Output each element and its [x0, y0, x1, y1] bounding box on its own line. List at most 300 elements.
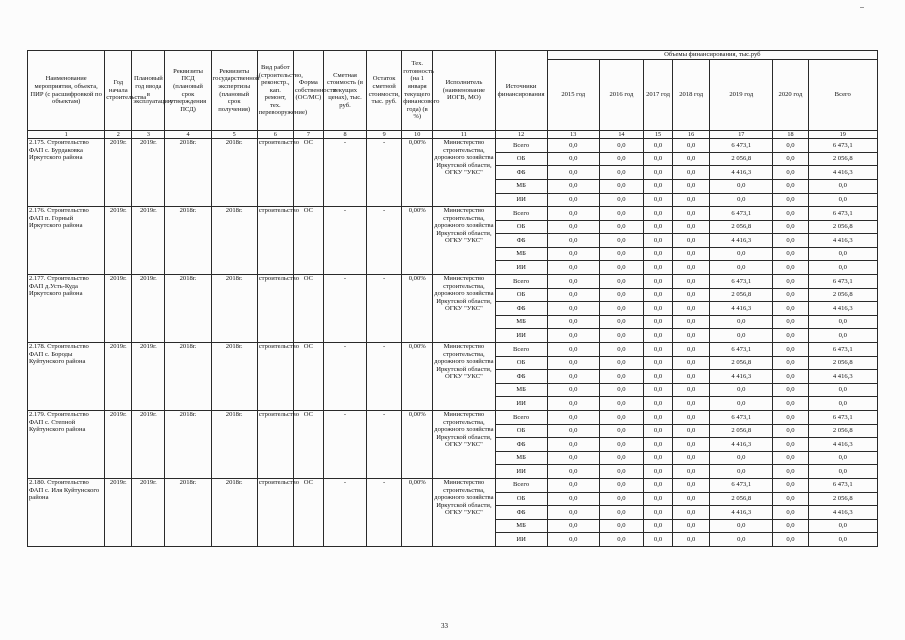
funding-value: 0,0	[673, 166, 710, 180]
commission-year: 2019г.	[132, 207, 165, 275]
funding-value: 0,0	[773, 383, 808, 397]
funding-value: 6 473,1	[808, 275, 877, 289]
funding-value: 0,0	[599, 465, 643, 479]
funding-value: 0,0	[710, 329, 773, 343]
psd-year: 2018г.	[165, 207, 211, 275]
funding-source: ФБ	[495, 506, 547, 520]
remaining-cost: -	[367, 478, 402, 546]
table-row	[28, 411, 878, 425]
funding-value: 6 473,1	[710, 478, 773, 492]
column-number: 14	[599, 131, 643, 139]
expertise-year: 2018г.	[211, 411, 257, 479]
funding-value: 0,0	[673, 329, 710, 343]
funding-value: 0,0	[673, 506, 710, 520]
funding-value: 0,0	[643, 383, 672, 397]
header-cost: Сметная стоимость (в текущих ценах), тыс. руб.	[323, 51, 366, 131]
funding-value: 0,0	[673, 139, 710, 153]
column-number: 9	[367, 131, 402, 139]
remaining-cost: -	[367, 275, 402, 343]
table-row	[28, 478, 878, 492]
funding-value: 0,0	[773, 492, 808, 506]
funding-value: 0,0	[773, 166, 808, 180]
funding-value: 0,0	[773, 506, 808, 520]
funding-value: 2 056,8	[808, 356, 877, 370]
funding-value: 0,0	[643, 397, 672, 411]
funding-value: 0,0	[808, 329, 877, 343]
executor: Министерство строительства, дорожного хозяйства Иркутской области, ОГКУ "УКС"	[433, 139, 495, 207]
estimated-cost: -	[323, 343, 366, 411]
ownership: ОС	[293, 411, 323, 479]
funding-value: 0,0	[643, 261, 672, 275]
funding-value: 0,0	[547, 329, 599, 343]
expertise-year: 2018г.	[211, 478, 257, 546]
header-year: 2019 год	[710, 60, 773, 131]
funding-value: 0,0	[599, 152, 643, 166]
funding-value: 0,0	[773, 451, 808, 465]
funding-value: 0,0	[643, 343, 672, 357]
funding-value: 0,0	[599, 438, 643, 452]
funding-value: 0,0	[599, 207, 643, 221]
funding-source: ОБ	[495, 288, 547, 302]
funding-source: ФБ	[495, 166, 547, 180]
funding-value: 0,0	[547, 356, 599, 370]
funding-source: МБ	[495, 179, 547, 193]
funding-value: 0,0	[547, 411, 599, 425]
funding-source: Всего	[495, 139, 547, 153]
project-name: 2.177. Строительство ФАП д.Усть-Куда Иркутского района	[28, 275, 105, 343]
funding-value: 0,0	[599, 329, 643, 343]
funding-value: 0,0	[599, 411, 643, 425]
funding-value: 2 056,8	[710, 288, 773, 302]
funding-source: Всего	[495, 478, 547, 492]
funding-value: 0,0	[643, 465, 672, 479]
readiness: 0,00%	[402, 343, 433, 411]
funding-value: 0,0	[599, 315, 643, 329]
funding-value: 0,0	[773, 220, 808, 234]
funding-value: 0,0	[547, 315, 599, 329]
funding-value: 0,0	[673, 288, 710, 302]
funding-value: 0,0	[547, 302, 599, 316]
funding-value: 0,0	[643, 451, 672, 465]
column-number: 8	[323, 131, 366, 139]
column-number: 6	[257, 131, 293, 139]
funding-source: ИИ	[495, 465, 547, 479]
readiness: 0,00%	[402, 207, 433, 275]
executor: Министерство строительства, дорожного хозяйства Иркутской области, ОГКУ "УКС"	[433, 343, 495, 411]
funding-source: ОБ	[495, 220, 547, 234]
start-year: 2019г.	[105, 275, 132, 343]
start-year: 2019г.	[105, 207, 132, 275]
funding-value: 2 056,8	[808, 424, 877, 438]
funding-source: МБ	[495, 315, 547, 329]
funding-value: 4 416,3	[808, 370, 877, 384]
funding-value: 0,0	[547, 370, 599, 384]
funding-value: 4 416,3	[710, 166, 773, 180]
funding-value: 2 056,8	[710, 424, 773, 438]
funding-source: Всего	[495, 411, 547, 425]
funding-source: Всего	[495, 275, 547, 289]
funding-value: 4 416,3	[808, 166, 877, 180]
funding-value: 0,0	[808, 315, 877, 329]
project-name: 2.176. Строительство ФАП п. Горный Иркутского района	[28, 207, 105, 275]
funding-value: 0,0	[808, 179, 877, 193]
funding-value: 0,0	[599, 220, 643, 234]
funding-value: 0,0	[673, 519, 710, 533]
expertise-year: 2018г.	[211, 275, 257, 343]
commission-year: 2019г.	[132, 275, 165, 343]
funding-source: ОБ	[495, 152, 547, 166]
funding-value: 6 473,1	[808, 478, 877, 492]
table-row	[28, 275, 878, 289]
funding-value: 0,0	[599, 451, 643, 465]
funding-value: 2 056,8	[808, 220, 877, 234]
funding-value: 4 416,3	[710, 370, 773, 384]
funding-value: 0,0	[599, 478, 643, 492]
funding-value: 0,0	[673, 179, 710, 193]
column-number: 11	[433, 131, 495, 139]
page-number: 33	[441, 622, 448, 630]
funding-source: ОБ	[495, 424, 547, 438]
funding-value: 0,0	[808, 193, 877, 207]
funding-source: МБ	[495, 247, 547, 261]
funding-value: 0,0	[808, 383, 877, 397]
funding-value: 4 416,3	[710, 506, 773, 520]
funding-value: 0,0	[547, 465, 599, 479]
funding-value: 0,0	[773, 370, 808, 384]
funding-value: 4 416,3	[710, 234, 773, 248]
funding-value: 0,0	[673, 220, 710, 234]
funding-value: 0,0	[673, 261, 710, 275]
work-type: строительство	[257, 478, 293, 546]
funding-value: 0,0	[673, 383, 710, 397]
work-type: строительство	[257, 343, 293, 411]
header-year: 2020 год	[773, 60, 808, 131]
header-name: Наименование мероприятия, объекта, ПИР (с расшифровкой по объектам)	[28, 51, 105, 131]
funding-value: 4 416,3	[808, 438, 877, 452]
header-commission-year: Плановый год ввода в эксплуатацию	[132, 51, 165, 131]
funding-value: 0,0	[673, 234, 710, 248]
header-psd: Реквизиты ПСД (плановый срок утверждения ПСД)	[165, 51, 211, 131]
estimated-cost: -	[323, 411, 366, 479]
start-year: 2019г.	[105, 343, 132, 411]
funding-value: 0,0	[773, 438, 808, 452]
funding-value: 0,0	[643, 247, 672, 261]
funding-value: 0,0	[643, 179, 672, 193]
funding-value: 0,0	[547, 533, 599, 547]
work-type: строительство	[257, 207, 293, 275]
funding-value: 0,0	[643, 193, 672, 207]
funding-value: 0,0	[773, 275, 808, 289]
funding-value: 0,0	[643, 411, 672, 425]
funding-value: 0,0	[808, 533, 877, 547]
column-number: 3	[132, 131, 165, 139]
funding-value: 2 056,8	[710, 356, 773, 370]
funding-source: ФБ	[495, 234, 547, 248]
funding-value: 0,0	[547, 438, 599, 452]
funding-value: 0,0	[773, 519, 808, 533]
funding-value: 4 416,3	[710, 438, 773, 452]
funding-value: 0,0	[599, 397, 643, 411]
header-start-year: Год начала строительства	[105, 51, 132, 131]
readiness: 0,00%	[402, 478, 433, 546]
funding-value: 0,0	[673, 247, 710, 261]
funding-value: 0,0	[808, 519, 877, 533]
psd-year: 2018г.	[165, 275, 211, 343]
header-year: 2018 год	[673, 60, 710, 131]
funding-value: 0,0	[673, 397, 710, 411]
funding-value: 6 473,1	[710, 207, 773, 221]
funding-value: 4 416,3	[808, 506, 877, 520]
funding-value: 0,0	[599, 356, 643, 370]
column-number: 16	[673, 131, 710, 139]
start-year: 2019г.	[105, 478, 132, 546]
executor: Министерство строительства, дорожного хозяйства Иркутской области, ОГКУ "УКС"	[433, 478, 495, 546]
executor: Министерство строительства, дорожного хозяйства Иркутской области, ОГКУ "УКС"	[433, 207, 495, 275]
funding-value: 6 473,1	[808, 207, 877, 221]
funding-value: 2 056,8	[808, 152, 877, 166]
funding-value: 0,0	[599, 139, 643, 153]
expertise-year: 2018г.	[211, 343, 257, 411]
funding-value: 0,0	[773, 152, 808, 166]
funding-source: ИИ	[495, 397, 547, 411]
funding-value: 0,0	[673, 302, 710, 316]
funding-value: 0,0	[808, 247, 877, 261]
financing-table	[27, 50, 878, 547]
funding-source: Всего	[495, 343, 547, 357]
funding-value: 0,0	[643, 315, 672, 329]
column-number: 13	[547, 131, 599, 139]
funding-value: 0,0	[599, 261, 643, 275]
funding-value: 0,0	[773, 179, 808, 193]
funding-value: 0,0	[643, 234, 672, 248]
estimated-cost: -	[323, 139, 366, 207]
funding-value: 0,0	[673, 492, 710, 506]
column-number: 10	[402, 131, 433, 139]
funding-value: 0,0	[599, 533, 643, 547]
scan-speck	[860, 7, 864, 8]
funding-value: 0,0	[643, 506, 672, 520]
funding-value: 0,0	[773, 193, 808, 207]
funding-value: 0,0	[673, 343, 710, 357]
funding-value: 0,0	[547, 492, 599, 506]
funding-value: 0,0	[673, 356, 710, 370]
funding-value: 4 416,3	[808, 234, 877, 248]
funding-value: 0,0	[773, 234, 808, 248]
header-source: Источники финансирования	[495, 51, 547, 131]
funding-value: 0,0	[773, 397, 808, 411]
funding-value: 0,0	[808, 451, 877, 465]
funding-value: 0,0	[547, 179, 599, 193]
funding-value: 0,0	[599, 247, 643, 261]
estimated-cost: -	[323, 275, 366, 343]
funding-value: 0,0	[643, 166, 672, 180]
funding-value: 6 473,1	[710, 139, 773, 153]
funding-value: 0,0	[773, 329, 808, 343]
funding-value: 0,0	[643, 356, 672, 370]
funding-value: 0,0	[547, 343, 599, 357]
funding-value: 0,0	[710, 247, 773, 261]
funding-value: 2 056,8	[710, 492, 773, 506]
funding-value: 0,0	[710, 179, 773, 193]
funding-value: 0,0	[547, 288, 599, 302]
header-total: Всего	[808, 60, 877, 131]
funding-value: 0,0	[808, 397, 877, 411]
funding-value: 0,0	[547, 383, 599, 397]
funding-value: 0,0	[547, 451, 599, 465]
funding-value: 0,0	[773, 411, 808, 425]
funding-value: 0,0	[710, 383, 773, 397]
funding-value: 0,0	[599, 370, 643, 384]
column-number: 1	[28, 131, 105, 139]
work-type: строительство	[257, 139, 293, 207]
funding-value: 0,0	[808, 465, 877, 479]
funding-value: 0,0	[643, 220, 672, 234]
header-executor: Исполнитель (наименование ИОГВ, МО)	[433, 51, 495, 131]
funding-source: ОБ	[495, 492, 547, 506]
funding-value: 0,0	[643, 139, 672, 153]
funding-value: 0,0	[599, 302, 643, 316]
funding-value: 0,0	[773, 139, 808, 153]
funding-value: 0,0	[599, 166, 643, 180]
funding-value: 6 473,1	[710, 411, 773, 425]
funding-value: 0,0	[773, 247, 808, 261]
funding-value: 0,0	[643, 492, 672, 506]
funding-value: 2 056,8	[710, 220, 773, 234]
funding-value: 0,0	[599, 288, 643, 302]
funding-source: ФБ	[495, 370, 547, 384]
funding-value: 0,0	[673, 451, 710, 465]
funding-value: 6 473,1	[808, 343, 877, 357]
funding-value: 0,0	[710, 533, 773, 547]
funding-value: 6 473,1	[808, 411, 877, 425]
readiness: 0,00%	[402, 139, 433, 207]
funding-value: 0,0	[710, 451, 773, 465]
ownership: ОС	[293, 207, 323, 275]
funding-value: 0,0	[673, 275, 710, 289]
funding-source: МБ	[495, 383, 547, 397]
estimated-cost: -	[323, 478, 366, 546]
remaining-cost: -	[367, 139, 402, 207]
column-number: 18	[773, 131, 808, 139]
header-year: 2016 год	[599, 60, 643, 131]
funding-value: 0,0	[643, 152, 672, 166]
work-type: строительство	[257, 411, 293, 479]
funding-value: 0,0	[599, 179, 643, 193]
funding-value: 0,0	[673, 152, 710, 166]
funding-source: МБ	[495, 451, 547, 465]
funding-value: 0,0	[547, 261, 599, 275]
funding-value: 4 416,3	[808, 302, 877, 316]
funding-value: 0,0	[673, 465, 710, 479]
column-number: 4	[165, 131, 211, 139]
work-type: строительство	[257, 275, 293, 343]
funding-value: 0,0	[710, 193, 773, 207]
funding-source: ФБ	[495, 302, 547, 316]
funding-value: 4 416,3	[710, 302, 773, 316]
project-name: 2.179. Строительство ФАП с. Степной Куйтунского района	[28, 411, 105, 479]
funding-value: 0,0	[547, 424, 599, 438]
funding-value: 0,0	[673, 193, 710, 207]
funding-value: 0,0	[773, 343, 808, 357]
header-ownership: Форма собственности (ОС/МС)	[293, 51, 323, 131]
funding-value: 0,0	[643, 519, 672, 533]
column-number: 2	[105, 131, 132, 139]
funding-value: 0,0	[599, 193, 643, 207]
start-year: 2019г.	[105, 411, 132, 479]
funding-value: 0,0	[673, 533, 710, 547]
psd-year: 2018г.	[165, 343, 211, 411]
readiness: 0,00%	[402, 411, 433, 479]
funding-value: 2 056,8	[808, 492, 877, 506]
remaining-cost: -	[367, 411, 402, 479]
funding-value: 0,0	[643, 424, 672, 438]
funding-value: 0,0	[599, 519, 643, 533]
funding-value: 0,0	[643, 370, 672, 384]
funding-value: 0,0	[643, 329, 672, 343]
funding-value: 0,0	[710, 261, 773, 275]
column-number: 12	[495, 131, 547, 139]
project-name: 2.178. Строительство ФАП с. Бороды Куйтунского района	[28, 343, 105, 411]
column-number-row	[28, 131, 878, 139]
funding-value: 0,0	[673, 315, 710, 329]
start-year: 2019г.	[105, 139, 132, 207]
funding-source: ФБ	[495, 438, 547, 452]
column-number: 7	[293, 131, 323, 139]
funding-value: 0,0	[547, 275, 599, 289]
funding-value: 0,0	[710, 519, 773, 533]
header-remaining: Остаток сметной стоимости, тыс. руб.	[367, 51, 402, 131]
funding-value: 0,0	[643, 207, 672, 221]
funding-value: 0,0	[547, 478, 599, 492]
readiness: 0,00%	[402, 275, 433, 343]
funding-value: 0,0	[773, 302, 808, 316]
funding-value: 0,0	[547, 207, 599, 221]
funding-value: 0,0	[547, 152, 599, 166]
funding-value: 0,0	[773, 424, 808, 438]
funding-source: ИИ	[495, 193, 547, 207]
funding-value: 0,0	[773, 288, 808, 302]
funding-value: 0,0	[643, 533, 672, 547]
psd-year: 2018г.	[165, 478, 211, 546]
commission-year: 2019г.	[132, 343, 165, 411]
ownership: ОС	[293, 478, 323, 546]
funding-value: 0,0	[599, 343, 643, 357]
funding-source: ИИ	[495, 329, 547, 343]
column-number: 5	[211, 131, 257, 139]
funding-value: 6 473,1	[808, 139, 877, 153]
header-year: 2015 год	[547, 60, 599, 131]
funding-value: 0,0	[773, 315, 808, 329]
funding-value: 0,0	[599, 506, 643, 520]
funding-value: 0,0	[710, 465, 773, 479]
table-row	[28, 343, 878, 357]
ownership: ОС	[293, 275, 323, 343]
header-expertise: Реквизиты государственной экспертизы (плановый срок получения)	[211, 51, 257, 131]
funding-value: 0,0	[599, 492, 643, 506]
header-volumes: Объемы финансирования, тыс.руб	[547, 51, 877, 60]
funding-source: ОБ	[495, 356, 547, 370]
funding-value: 0,0	[547, 506, 599, 520]
ownership: ОС	[293, 139, 323, 207]
funding-value: 0,0	[547, 397, 599, 411]
funding-value: 0,0	[673, 438, 710, 452]
ownership: ОС	[293, 343, 323, 411]
project-name: 2.180. Строительство ФАП с. Иля Куйтунского района	[28, 478, 105, 546]
funding-value: 0,0	[643, 275, 672, 289]
psd-year: 2018г.	[165, 411, 211, 479]
funding-value: 0,0	[547, 220, 599, 234]
commission-year: 2019г.	[132, 478, 165, 546]
